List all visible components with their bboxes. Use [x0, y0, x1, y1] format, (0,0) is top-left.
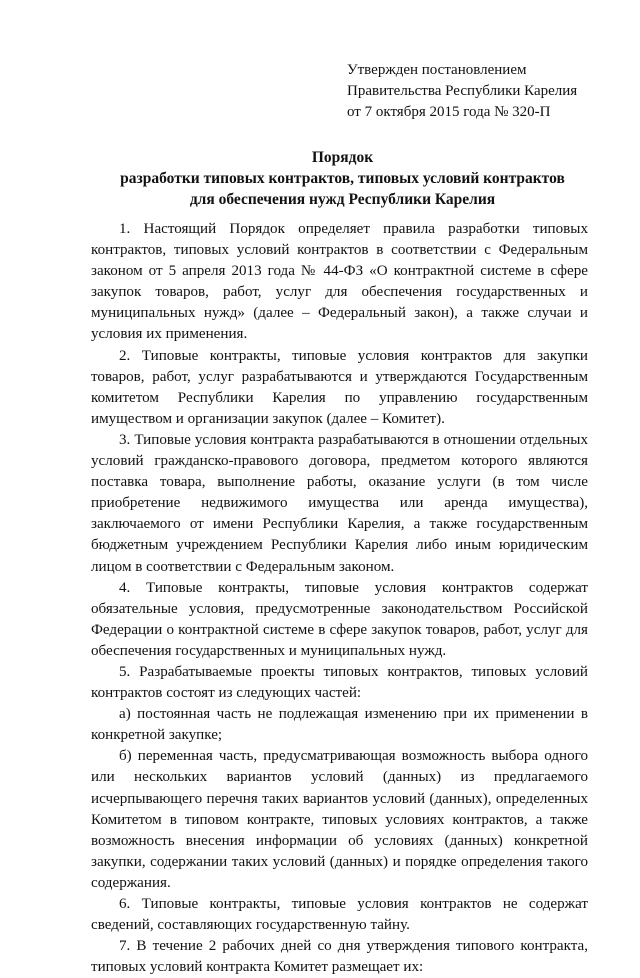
- paragraph-1: 1. Настоящий Порядок определяет правила разработки типовых контрактов, типовых условий контрактов в соответствии с Федеральным законом от 5 апреля 2013 года № 44-ФЗ «О контрактной системе в сфере закупок товаров, работ, услуг для обеспечения государственных и муниципальных нужд» (далее – Федеральный закон), а также случаи и условия их применения.: [91, 221, 588, 343]
- paragraph-2: 2. Типовые контракты, типовые условия контрактов для закупки товаров, работ, услуг разрабатываются и утверждаются Государственным комитетом Республики Карелия по управлению государственным имуществом и организации закупок (далее – Комитет).: [91, 347, 588, 427]
- document-body: [91, 219, 588, 978]
- title-line-3: для обеспечения нужд Республики Карелия: [189, 191, 496, 208]
- paragraph-4: 4. Типовые контракты, типовые условия контрактов содержат обязательные условия, предусмотренные законодательством Российской Федерации о контрактной системе в сфере закупок товаров, работ, услуг для обеспечения государственных и муниципальных нужд.: [91, 579, 588, 659]
- approval-stamp: [347, 60, 617, 123]
- paragraph-6: 6. Типовые контракты, типовые условия контрактов не содержат сведений, составляющих государственную тайну.: [91, 896, 588, 934]
- approval-line-1: Утвержден постановлением: [347, 62, 527, 78]
- paragraph-5a: а) постоянная часть не подлежащая изменению при их применении в конкретной закупке;: [91, 706, 588, 744]
- paragraph-5: 5. Разрабатываемые проекты типовых контрактов, типовых условий контрактов состоят из следующих частей:: [91, 663, 588, 702]
- paragraph-7: 7. В течение 2 рабочих дней со дня утверждения типового контракта, типовых условий контракта Комитет размещает их:: [91, 938, 588, 976]
- paragraph-5b: б) переменная часть, предусматривающая возможность выбора одного или нескольких вариантов условий (данных) из предлагаемого исчерпывающего перечня таких вариантов условий (данных), определенных Комитетом в типовом контракте, типовых условиях контрактов, а также возможность внесения информации об условиях (данных) конкретной закупки, содержании таких условий (данных) и порядке определения такого содержания.: [91, 748, 588, 891]
- paragraph-3: 3. Типовые условия контракта разрабатываются в отношении отдельных условий гражданско-правового договора, предметом которого являются поставка товара, выполнение работы, оказание услуги (в том числе приобретение недвижимого имущества или аренда имущества), заключаемого от имени Республики Карелия, а также государственным бюджетным учреждением Республики Карелия либо иным юридическим лицом в соответствии с Федеральным законом.: [91, 431, 588, 575]
- title-line-2: разработки типовых контрактов, типовых условий контрактов: [120, 170, 565, 187]
- approval-line-2: Правительства Республики Карелия: [347, 83, 578, 99]
- title-line-1: Порядок: [311, 149, 374, 166]
- approval-line-3: от 7 октября 2015 года № 320-П: [347, 104, 551, 120]
- document-title: [80, 147, 605, 210]
